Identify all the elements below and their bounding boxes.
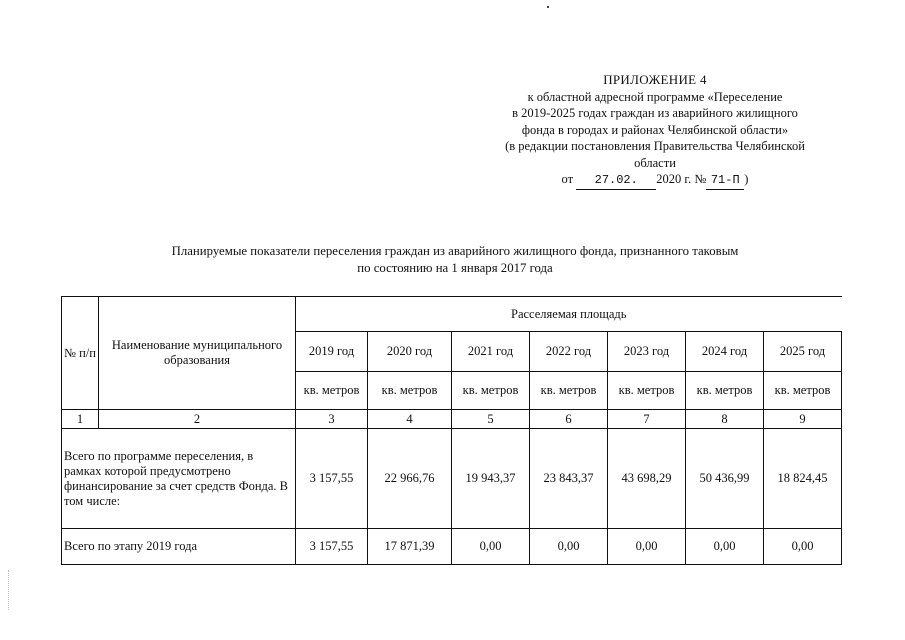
year-cell: 2022 год (530, 332, 608, 372)
scan-edge-artifact (8, 570, 9, 610)
value-cell: 23 843,37 (530, 429, 608, 529)
value-cell: 0,00 (608, 529, 686, 565)
row-name-cell: Всего по этапу 2019 года (62, 529, 296, 565)
index-cell: 2 (99, 410, 296, 429)
appendix-title: ПРИЛОЖЕНИЕ 4 (603, 72, 707, 87)
unit-cell: кв. метров (608, 372, 686, 410)
value-cell: 18 824,45 (764, 429, 842, 529)
value-cell: 22 966,76 (368, 429, 452, 529)
year-cell: 2025 год (764, 332, 842, 372)
index-cell: 5 (452, 410, 530, 429)
table-row (62, 529, 842, 565)
value-cell: 50 436,99 (686, 429, 764, 529)
value-cell: 3 157,55 (296, 429, 368, 529)
index-cell: 6 (530, 410, 608, 429)
row-name-cell: Всего по программе переселения, в рамках которой предусмотрено финансирование за счет средств Фонда. В том числе: (62, 429, 296, 529)
scan-speck (547, 6, 549, 8)
table-header-row-1 (62, 297, 842, 332)
header-line-2: в 2019-2025 годах граждан из аварийного жилищного (512, 106, 798, 120)
date-year: 2020 г. № (656, 172, 707, 186)
header-line-5: области (634, 155, 676, 170)
unit-cell: кв. метров (686, 372, 764, 410)
header-line-1: к областной адресной программе «Переселение (527, 89, 783, 104)
header-line-3: фонда в городах и районах Челябинской области» (521, 122, 789, 137)
header-date-line (440, 171, 870, 190)
table-index-row (62, 410, 842, 429)
unit-cell: кв. метров (296, 372, 368, 410)
value-cell: 0,00 (530, 529, 608, 565)
header-cell-no: № п/п (62, 297, 99, 410)
table-row (62, 429, 842, 529)
header-cell-area: Расселяемая площадь (296, 297, 842, 332)
year-cell: 2019 год (296, 332, 368, 372)
appendix-header (440, 72, 870, 190)
index-cell: 1 (62, 410, 99, 429)
index-cell: 7 (608, 410, 686, 429)
value-cell: 19 943,37 (452, 429, 530, 529)
value-cell: 43 698,29 (608, 429, 686, 529)
unit-cell: кв. метров (764, 372, 842, 410)
decree-number: 71-П (706, 172, 744, 190)
header-line-4: (в редакции постановления Правительства Челябинской (505, 139, 805, 153)
value-cell: 0,00 (686, 529, 764, 565)
resettlement-table (61, 296, 842, 565)
unit-cell: кв. метров (530, 372, 608, 410)
unit-cell: кв. метров (452, 372, 530, 410)
unit-cell: кв. метров (368, 372, 452, 410)
index-cell: 9 (764, 410, 842, 429)
value-cell: 0,00 (764, 529, 842, 565)
document-title-line-2: по состоянию на 1 января 2017 года (357, 261, 553, 275)
header-cell-name: Наименование муниципального образования (99, 297, 296, 410)
year-cell: 2023 год (608, 332, 686, 372)
year-cell: 2024 год (686, 332, 764, 372)
year-cell: 2021 год (452, 332, 530, 372)
date-prefix: от (561, 172, 574, 186)
document-title (60, 243, 850, 277)
year-cell: 2020 год (368, 332, 452, 372)
date-value: 27.02. (576, 172, 656, 190)
index-cell: 8 (686, 410, 764, 429)
date-suffix: ) (744, 172, 749, 186)
value-cell: 3 157,55 (296, 529, 368, 565)
value-cell: 17 871,39 (368, 529, 452, 565)
document-title-line-1: Планируемые показатели переселения граждан из аварийного жилищного фонда, признанного таковым (171, 244, 739, 258)
index-cell: 4 (368, 410, 452, 429)
value-cell: 0,00 (452, 529, 530, 565)
index-cell: 3 (296, 410, 368, 429)
